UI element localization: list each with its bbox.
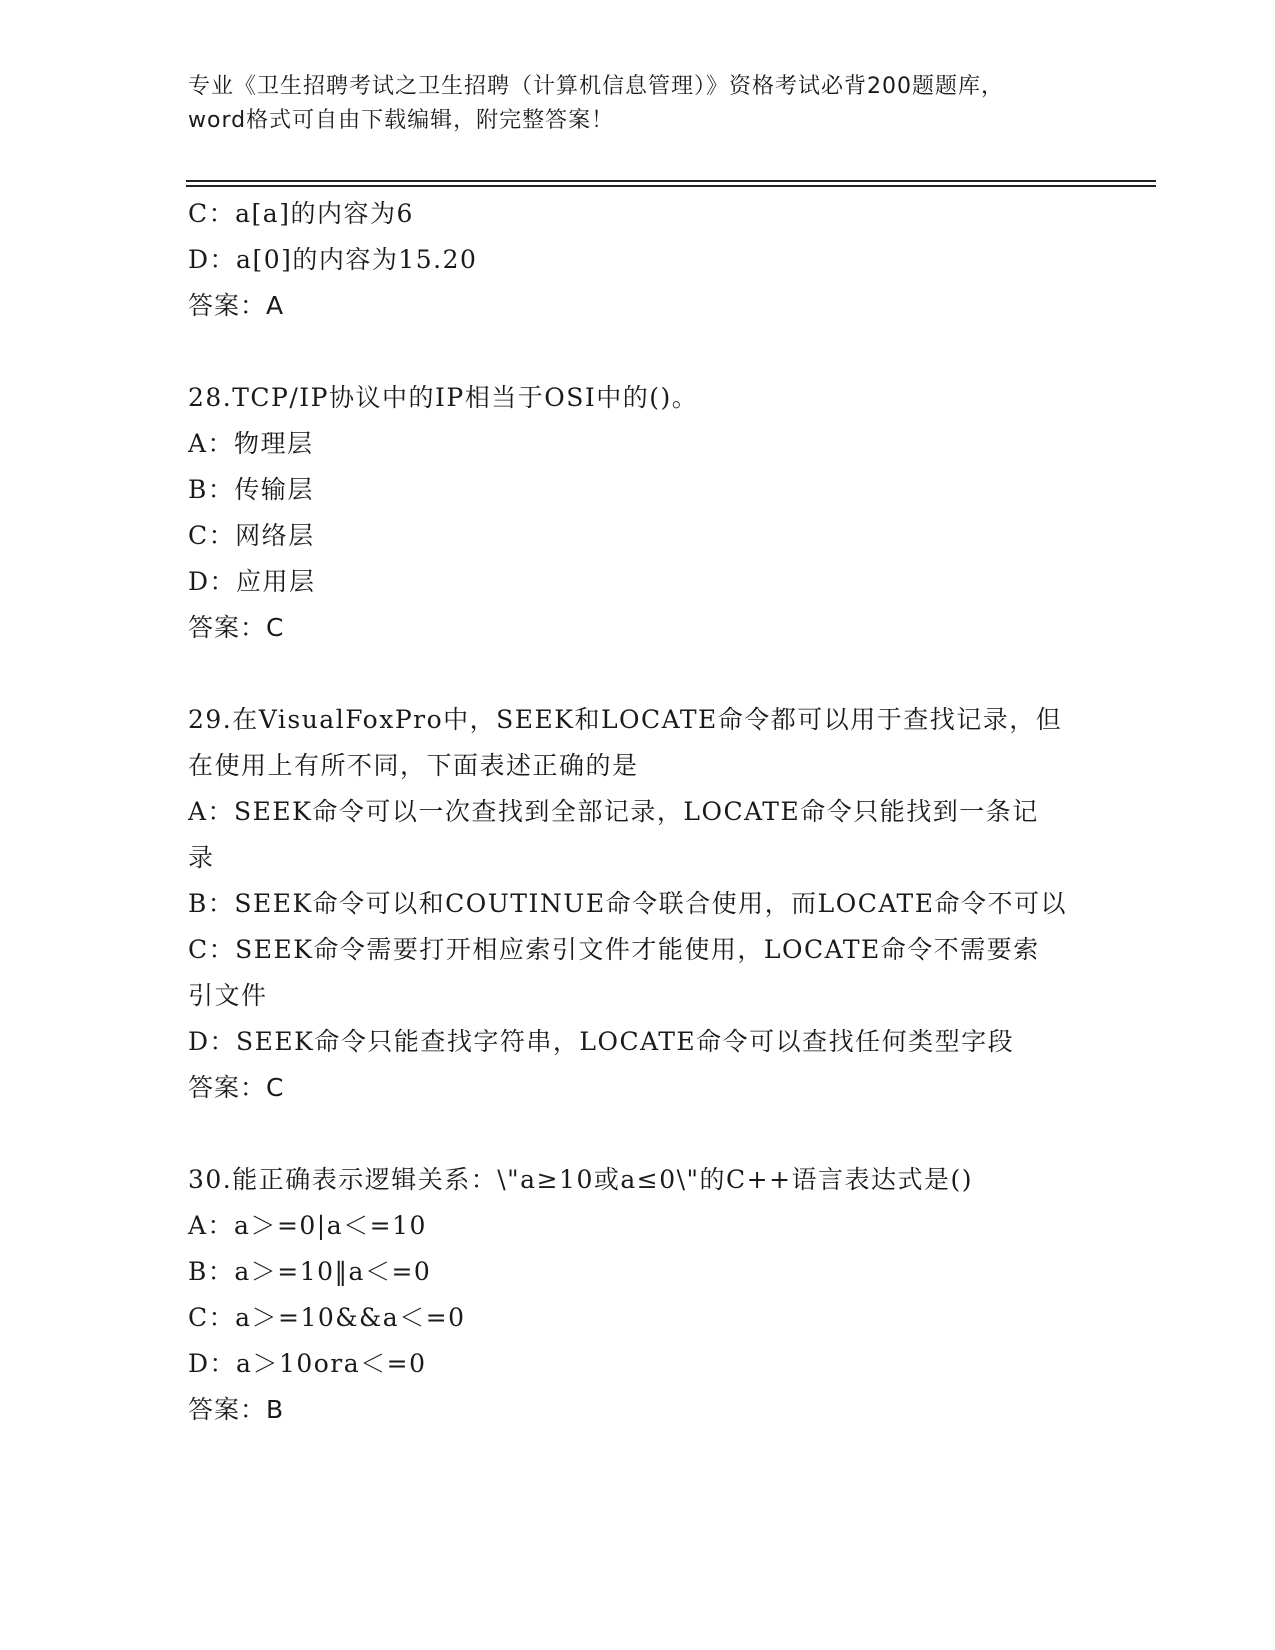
header-line-1: 专业《卫生招聘考试之卫生招聘（计算机信息管理）》资格考试必背200题题库，	[188, 74, 1004, 99]
option-a-line-2: 录	[188, 843, 215, 872]
answer-line: 答案：A	[188, 291, 285, 320]
option-b: B：传输层	[188, 475, 314, 504]
option-b: B：a＞=10‖a＜=0	[188, 1257, 432, 1286]
spacer	[188, 1111, 1088, 1157]
header-line-2: word格式可自由下载编辑，附完整答案！	[188, 108, 615, 133]
question-text: 28.TCP/IP协议中的IP相当于OSI中的()。	[188, 383, 699, 412]
option-c: C：网络层	[188, 521, 315, 550]
question-list	[188, 191, 1088, 1433]
question-30	[188, 1157, 1088, 1433]
question-28	[188, 375, 1088, 651]
question-text-line-2: 在使用上有所不同，下面表述正确的是	[188, 751, 639, 780]
answer-line: 答案：C	[188, 1073, 285, 1102]
option-d: D：a＞10ora＜=0	[188, 1349, 427, 1378]
option-d: D：应用层	[188, 567, 316, 596]
option-c-line-2: 引文件	[188, 981, 268, 1010]
option-b: B：SEEK命令可以和COUTINUE命令联合使用，而LOCATE命令不可以	[188, 889, 1067, 918]
spacer	[188, 329, 1088, 375]
header-divider-top	[186, 180, 1156, 182]
question-text: 30.能正确表示逻辑关系：\"a≥10或a≤0\"的C++语言表达式是()	[188, 1165, 974, 1194]
document-header	[188, 70, 1088, 138]
header-divider-bottom	[186, 185, 1156, 187]
answer-line: 答案：B	[188, 1395, 285, 1424]
option-c: C：a＞=10&&a＜=0	[188, 1303, 466, 1332]
option-a: A：a＞=0|a＜=10	[188, 1211, 427, 1240]
spacer	[188, 651, 1088, 697]
option-c-line-1: C：SEEK命令需要打开相应索引文件才能使用，LOCATE命令不需要索	[188, 935, 1040, 964]
option-c: C：a[a]的内容为6	[188, 199, 414, 228]
question-27-tail	[188, 191, 1088, 329]
question-text-line-1: 29.在VisualFoxPro中，SEEK和LOCATE命令都可以用于查找记录，但	[188, 705, 1063, 734]
question-29	[188, 697, 1088, 1111]
option-a-line-1: A：SEEK命令可以一次查找到全部记录，LOCATE命令只能找到一条记	[188, 797, 1039, 826]
option-a: A：物理层	[188, 429, 314, 458]
answer-line: 答案：C	[188, 613, 285, 642]
option-d: D：SEEK命令只能查找字符串，LOCATE命令可以查找任何类型字段	[188, 1027, 1015, 1056]
option-d: D：a[0]的内容为15.20	[188, 245, 478, 274]
